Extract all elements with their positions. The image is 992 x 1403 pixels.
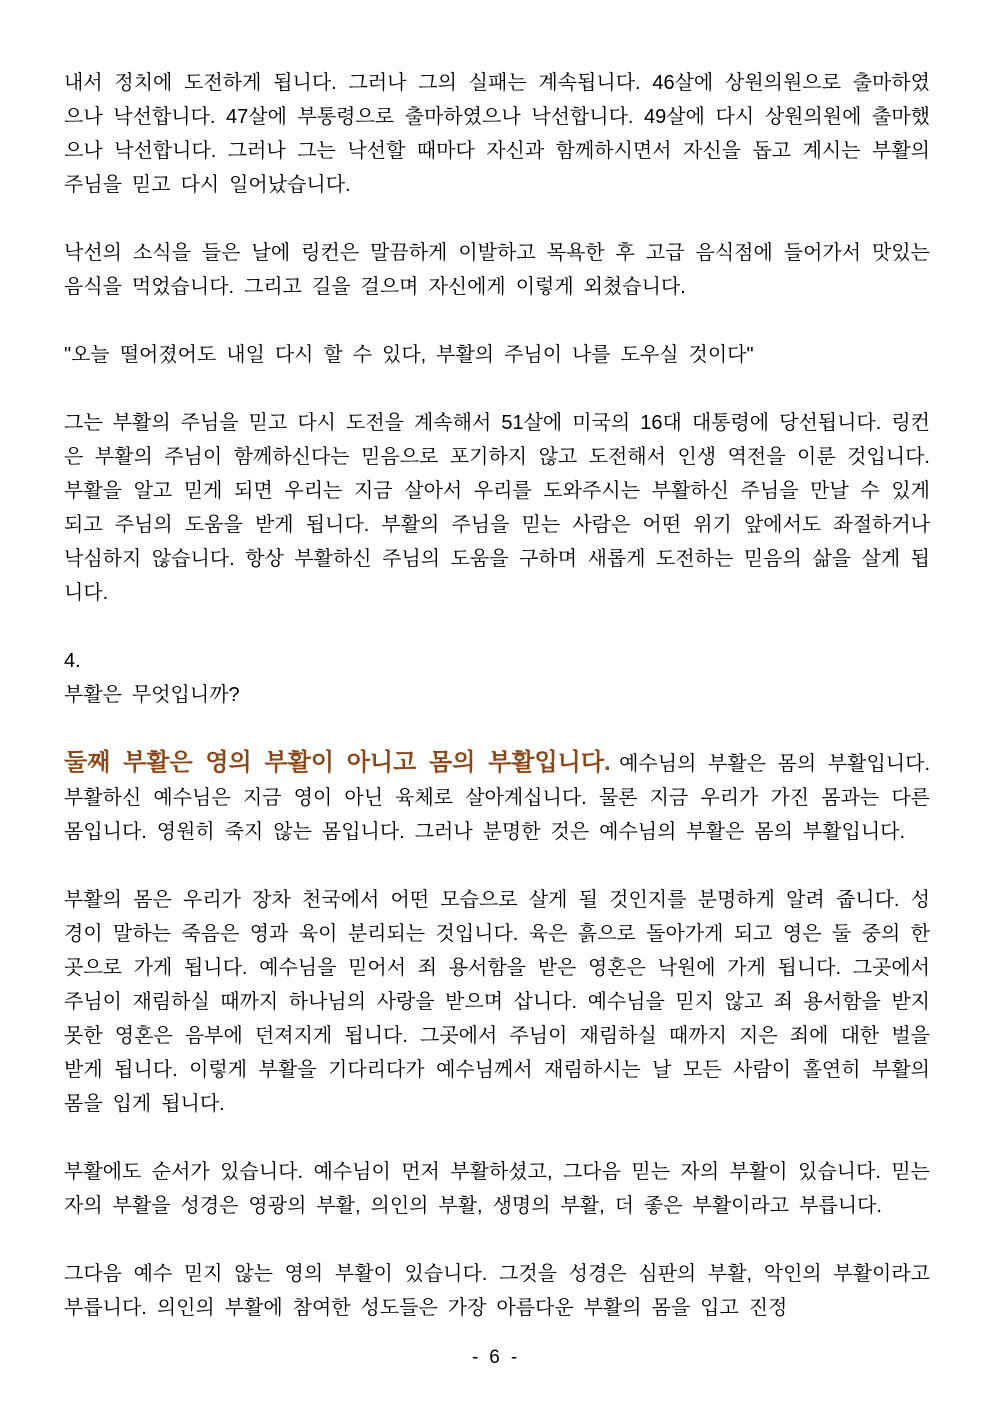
section-number: 4.	[64, 650, 81, 672]
paragraph-resurrection-body-meaning: 부활의 몸은 우리가 장차 천국에서 어떤 모습으로 살게 될 것인지를 분명하게 알려 줍니다. 성경이 말하는 죽음은 영과 육이 분리되는 것입니다. 육은 흙으로 돌아가게 되고 영은 둘 중의 한 곳으로 가게 됩니다. 예수님을 믿어서 죄 용서함을 받은 영혼은 낙원에 가게 됩니다. 그곳에서 주님이 재림하실 때까지 하나님의 사랑을 받으며 삽니다. 예수님을 믿지 않고 죄 용서함을 받지 못한 영혼은 음부에 던져지게 됩니다. 그곳에서 주님이 재림하실 때까지 지은 죄에 대한 벌을 받게 됩니다. 이렇게 부활을 기다리다가 예수님께서 재림하시는 날 모든 사람이 홀연히 부활의 몸을 입게 됩니다.	[64, 889, 930, 1115]
paragraph-lincoln-failures: 내서 정치에 도전하게 됩니다. 그러나 그의 실패는 계속됩니다. 46살에 상원의원으로 출마하였으나 낙선합니다. 47살에 부통령으로 출마하였으나 낙선합니다. 49살에 다시 상원의원에 출마했으나 낙선합니다. 그러나 그는 낙선할 때마다 자신과 함께하시면서 자신을 돕고 계시는 부활의 주님을 믿고 다시 일어났습니다.	[64, 72, 930, 196]
paragraph-resurrection-judgment: 그다음 예수 믿지 않는 영의 부활이 있습니다. 그것을 성경은 심판의 부활, 악인의 부활이라고 부릅니다. 의인의 부활에 참여한 성도들은 가장 아름다운 부활의 몸을 입고 진정	[64, 1263, 930, 1319]
page-number: - 6 -	[471, 1347, 521, 1368]
paragraph-lincoln-meal: 낙선의 소식을 들은 날에 링컨은 말끔하게 이발하고 목욕한 후 고급 음식점에 들어가서 맛있는 음식을 먹었습니다. 그리고 길을 걸으며 자신에게 이렇게 외쳤습니다.	[64, 242, 930, 298]
quote-lincoln: "오늘 떨어졌어도 내일 다시 할 수 있다, 부활의 주님이 나를 도우실 것이다"	[64, 344, 754, 366]
paragraph-resurrection-order: 부활에도 순서가 있습니다. 예수님이 먼저 부활하셨고, 그다음 믿는 자의 부활이 있습니다. 믿는 자의 부활을 성경은 영광의 부활, 의인의 부활, 생명의 부활, 더 좋은 부활이라고 부릅니다.	[64, 1161, 930, 1217]
emphasis-heading: 둘째 부활은 영의 부활이 아니고 몸의 부활입니다.	[64, 749, 611, 776]
section-header	[64, 644, 930, 712]
emphasis-body-text: 예수님의 부활은 몸의 부활입니다. 부활하신 예수님은 지금 영이 아닌 육체로 살아계십니다. 물론 지금 우리가 가진 몸과는 다른 몸입니다. 영원히 죽지 않는 몸입니다. 그러나 분명한 것은 예수님의 부활은 몸의 부활입니다.	[64, 753, 930, 843]
paragraph-lincoln-president: 그는 부활의 주님을 믿고 다시 도전을 계속해서 51살에 미국의 16대 대통령에 당선됩니다. 링컨은 부활의 주님이 함께하신다는 믿음으로 포기하지 않고 도전해서 인생 역전을 이룬 것입니다. 부활을 알고 믿게 되면 우리는 지금 살아서 우리를 도와주시는 부활하신 주님을 만날 수 있게 되고 주님의 도움을 받게 됩니다. 부활의 주님을 믿는 사람은 어떤 위기 앞에서도 좌절하거나 낙심하지 않습니다. 항상 부활하신 주님의 도움을 구하며 새롭게 도전하는 믿음의 삶을 살게 됩니다.	[64, 412, 930, 604]
paragraph-body-resurrection	[64, 746, 930, 849]
section-title: 부활은 무엇입니까?	[64, 684, 240, 706]
